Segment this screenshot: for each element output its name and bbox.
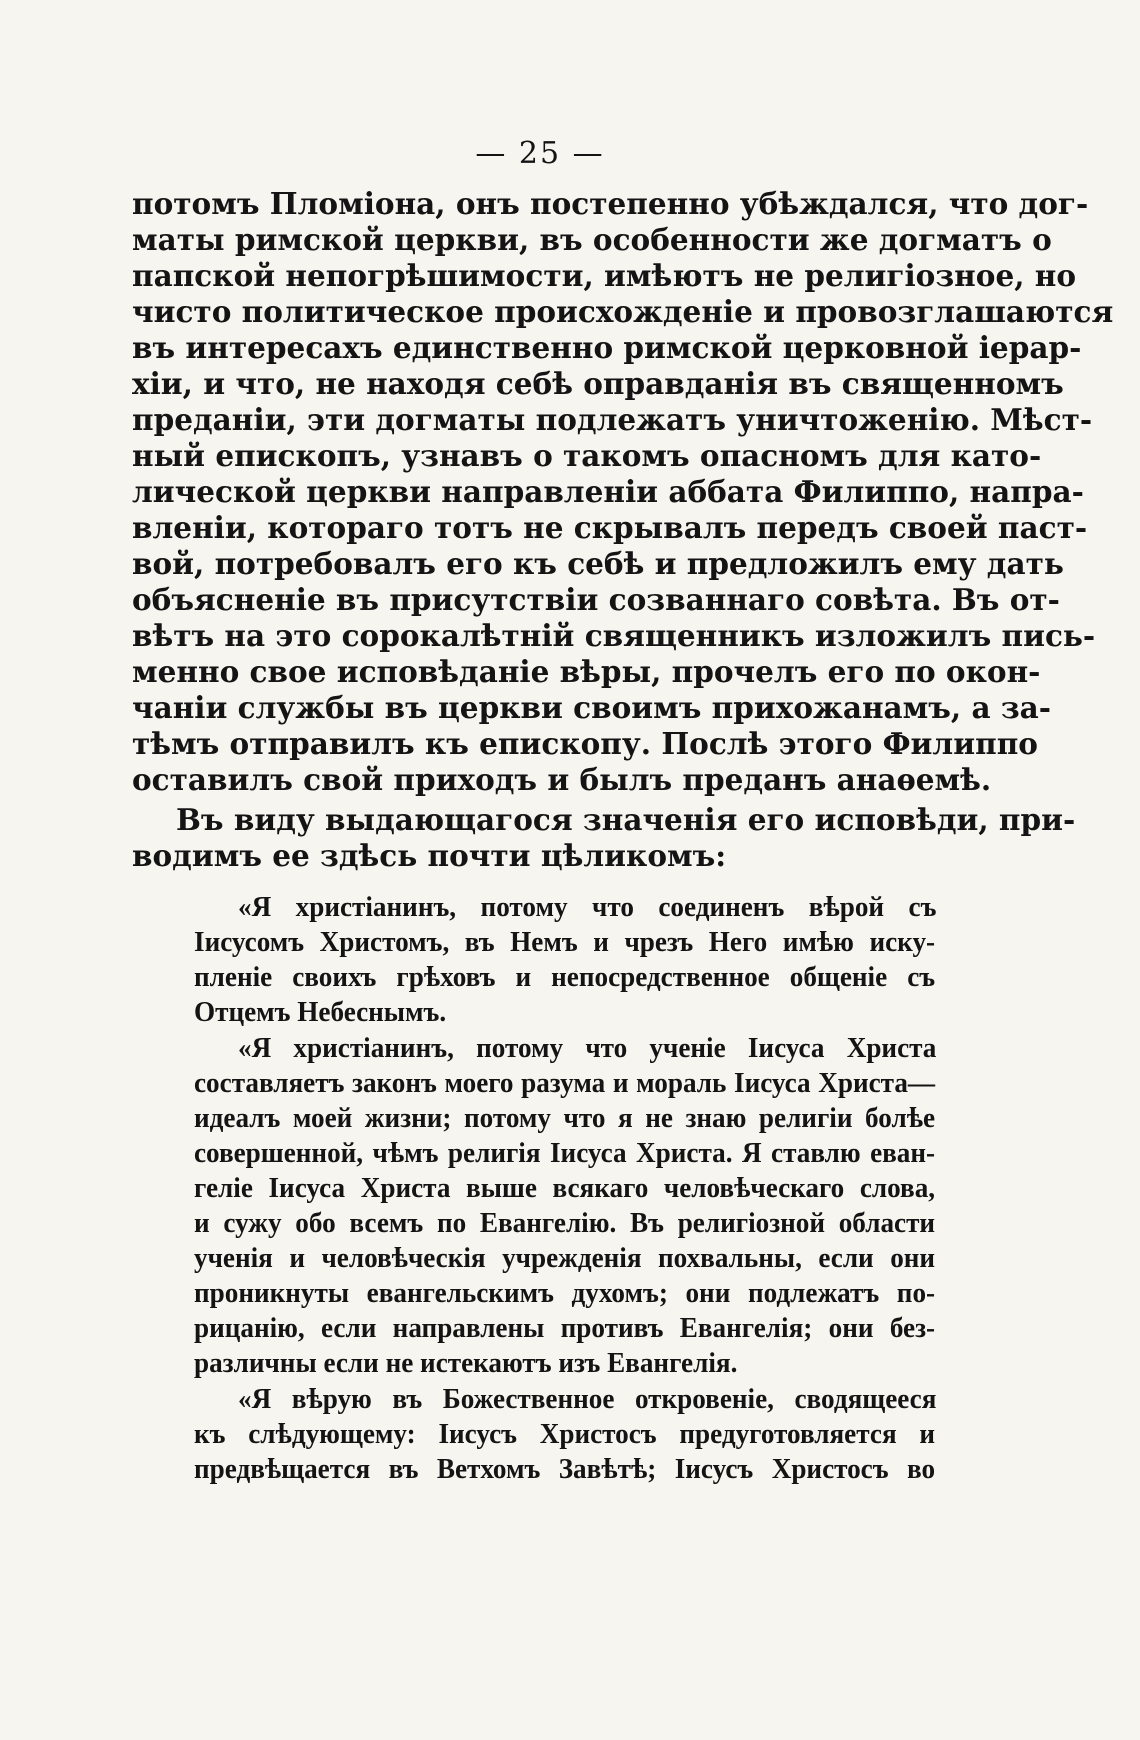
quote-line: «Я христіанинъ, потому что ученіе Іисуса Христа xyxy=(238,1033,937,1064)
quote-line: совершенной, чѣмъ религія Іисуса Христа. Я ставлю еван- xyxy=(194,1138,936,1169)
quote-line: Іисусомъ Христомъ, въ Немъ и чрезъ Него имѣю иску- xyxy=(194,927,936,958)
text-line: вой, потребовалъ его къ себѣ и предложилъ ему дать xyxy=(132,546,1064,581)
quote-line: проникнуты евангельскимъ духомъ; они подлежатъ по- xyxy=(194,1278,936,1309)
text-line: оставилъ свой приходъ и былъ преданъ анаѳемѣ. xyxy=(132,762,992,797)
quote-line: предвѣщается въ Ветхомъ Завѣтѣ; Іисусъ Христосъ во xyxy=(194,1454,936,1485)
text-line: менно свое исповѣданіе вѣры, прочелъ его по окон- xyxy=(132,654,1041,689)
text-line: водимъ ее здѣсь почти цѣликомъ: xyxy=(132,838,727,873)
quote-line: «Я вѣрую въ Божественное откровеніе, сводящееся xyxy=(238,1384,937,1415)
quote-line: различны если не истекаютъ изъ Евангелія. xyxy=(194,1348,738,1379)
text-line: лической церкви направленіи аббата Филиппо, напра- xyxy=(132,474,1084,509)
quote-line: идеалъ моей жизни; потому что я не знаю религіи болѣе xyxy=(194,1103,936,1134)
text-line: тѣмъ отправилъ къ епископу. Послѣ этого Филиппо xyxy=(132,726,1038,761)
quote-line: къ слѣдующему: Іисусъ Христосъ предуготовляется и xyxy=(194,1419,936,1450)
text-line: вленіи, котораго тотъ не скрывалъ передъ своей паст- xyxy=(132,510,1088,545)
text-line: Въ виду выдающагося значенія его исповѣди, при- xyxy=(176,802,1076,837)
quote-line: геліе Іисуса Христа выше всякаго человѣческаго слова, xyxy=(194,1173,936,1204)
quote-line: Отцемъ Небеснымъ. xyxy=(194,997,447,1028)
text-line: хіи, и что, не находя себѣ оправданія въ священномъ xyxy=(132,366,1064,401)
text-line: объясненіе въ присутствіи созваннаго совѣта. Въ от- xyxy=(132,582,1060,617)
quote-line: составляетъ законъ моего разума и мораль Іисуса Христа— xyxy=(194,1068,936,1099)
quote-line: пленіе своихъ грѣховъ и непосредственное общеніе съ xyxy=(194,962,936,993)
text-line: вѣтъ на это сорокалѣтній священникъ изложилъ пись- xyxy=(132,618,1096,653)
quote-line: и сужу обо всемъ по Евангелію. Въ религіозной области xyxy=(194,1208,936,1239)
text-line: преданіи, эти догматы подлежатъ уничтоженію. Мѣст- xyxy=(132,402,1093,437)
text-line: маты римской церкви, въ особенности же догматъ о xyxy=(132,222,1052,257)
text-line: папской непогрѣшимости, имѣютъ не религіозное, но xyxy=(132,258,1077,293)
text-line: въ интересахъ единственно римской церковной іерар- xyxy=(132,330,1082,365)
text-line: ный епископъ, узнавъ о такомъ опасномъ для като- xyxy=(132,438,1042,473)
text-line: потомъ Пломіона, онъ постепенно убѣждался, что дог- xyxy=(132,186,1089,221)
quote-line: «Я христіанинъ, потому что соединенъ вѣрой съ xyxy=(238,892,937,923)
page-number: — 25 — xyxy=(475,136,605,171)
quote-line: ученія и человѣческія учрежденія похвальны, если они xyxy=(194,1243,936,1274)
quote-line: рицанію, если направлены противъ Евангелія; они без- xyxy=(194,1313,936,1344)
text-line: чаніи службы въ церкви своимъ прихожанамъ, а за- xyxy=(132,690,1052,725)
text-line: чисто политическое происхожденіе и провозглашаются xyxy=(132,294,1114,329)
